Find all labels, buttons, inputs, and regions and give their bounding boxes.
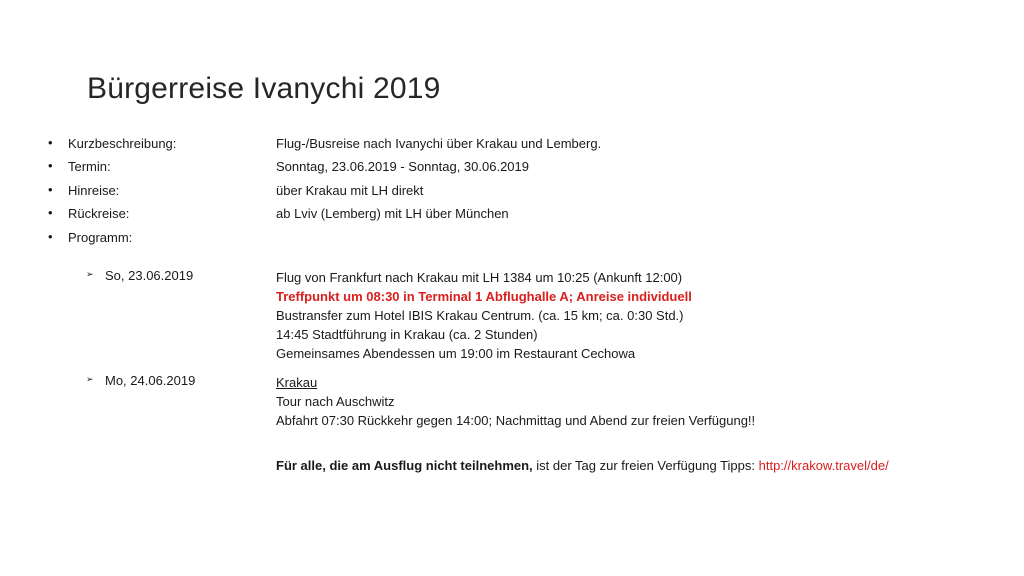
note-text: ist der Tag zur freien Verfügung Tipps: bbox=[532, 458, 759, 473]
day-schedule bbox=[276, 268, 692, 363]
city-heading: Krakau bbox=[276, 375, 318, 390]
info-label: Hinreise: bbox=[68, 182, 120, 198]
info-label: Rückreise: bbox=[68, 206, 130, 222]
schedule-line: Tour nach Auschwitz bbox=[276, 394, 395, 409]
bullet-icon: • bbox=[48, 228, 53, 244]
info-item-programm bbox=[48, 228, 948, 251]
info-label: Programm: bbox=[68, 229, 133, 245]
info-value: Flug-/Busreise nach Ivanychi über Krakau und Lemberg. bbox=[276, 136, 602, 151]
day-date: Mo, 24.06.2019 bbox=[105, 373, 196, 388]
note-bold-text: Für alle, die am Ausflug nicht teilnehmen, bbox=[276, 458, 533, 473]
schedule-line-heading bbox=[276, 373, 755, 392]
arrow-bullet-icon: ➢ bbox=[86, 374, 94, 384]
info-item-rueckreise bbox=[48, 204, 948, 227]
meeting-point-line: Treffpunkt um 08:30 in Terminal 1 Abflughalle A; Anreise individuell bbox=[276, 289, 692, 304]
info-label: Kurzbeschreibung: bbox=[68, 136, 177, 151]
info-item-kurzbeschreibung bbox=[48, 134, 948, 157]
bullet-icon: • bbox=[48, 158, 53, 174]
schedule-line: 14:45 Stadtführung in Krakau (ca. 2 Stunden) bbox=[276, 327, 538, 342]
bullet-icon: • bbox=[48, 205, 53, 221]
schedule-line: Flug von Frankfurt nach Krakau mit LH 1384 um 10:25 (Ankunft 12:00) bbox=[276, 270, 683, 285]
schedule-line: Gemeinsames Abendessen um 19:00 im Restaurant Cechowa bbox=[276, 346, 636, 361]
bullet-icon: • bbox=[48, 181, 53, 197]
schedule-line: Bustransfer zum Hotel IBIS Krakau Centrum. (ca. 15 km; ca. 0:30 Std.) bbox=[276, 308, 684, 323]
info-item-termin bbox=[48, 157, 948, 180]
free-day-note bbox=[276, 458, 889, 473]
info-label: Termin: bbox=[68, 159, 111, 175]
info-value: ab Lviv (Lemberg) mit LH über München bbox=[276, 206, 509, 222]
day-date: So, 23.06.2019 bbox=[105, 268, 194, 283]
bullet-icon: • bbox=[48, 135, 53, 150]
schedule-line: Abfahrt 07:30 Rückkehr gegen 14:00; Nachmittag und Abend zur freien Verfügung!! bbox=[276, 413, 756, 428]
arrow-bullet-icon: ➢ bbox=[86, 269, 94, 279]
info-value: Sonntag, 23.06.2019 - Sonntag, 30.06.2019 bbox=[276, 159, 529, 175]
info-value: über Krakau mit LH direkt bbox=[276, 182, 424, 198]
info-list bbox=[48, 134, 948, 251]
tips-link[interactable]: http://krakow.travel/de/ bbox=[758, 458, 889, 473]
info-item-hinreise bbox=[48, 181, 948, 204]
day-schedule bbox=[276, 373, 755, 430]
slide-title: Bürgerreise Ivanychi 2019 bbox=[87, 72, 441, 105]
